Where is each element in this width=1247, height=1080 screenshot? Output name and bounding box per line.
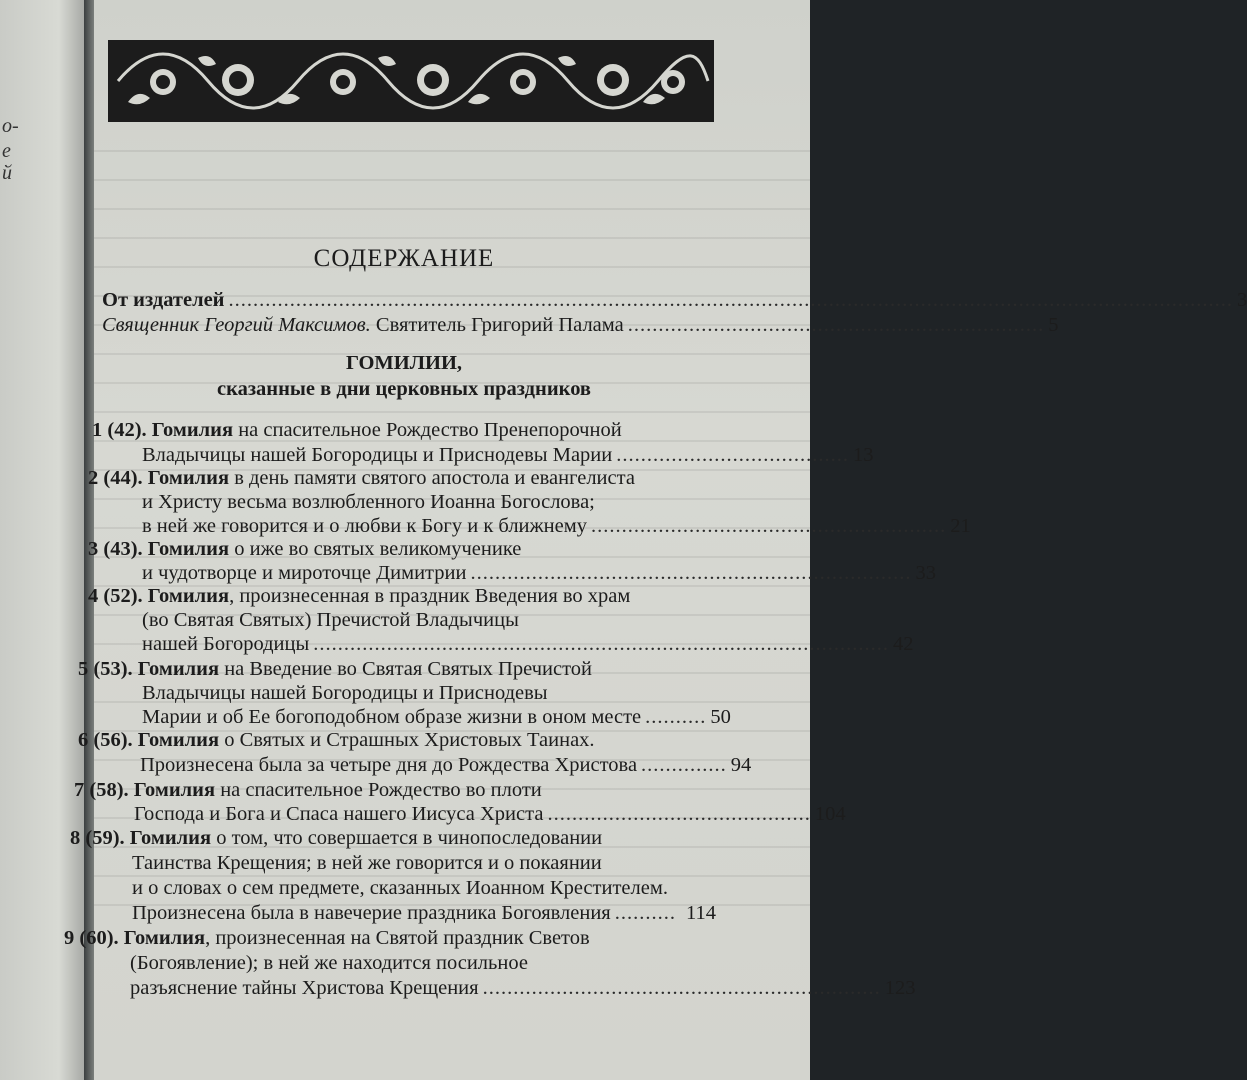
margin-fragment: й bbox=[2, 162, 12, 184]
toc-entry-first-line: 7 (58). Гомилия на спасительное Рождество во плоти bbox=[74, 779, 542, 801]
page-number: 13 bbox=[852, 444, 874, 466]
toc-entry-last-line: Господа и Бога и Спаса нашего Иисуса Христа ........................................... 104 bbox=[134, 803, 846, 825]
toc-entry-last-line: нашей Богородицы .............................................................................................. 42 bbox=[142, 633, 914, 655]
section-heading: ГОМИЛИИ, bbox=[345, 352, 463, 374]
leader-dots: ........................................................................ bbox=[470, 562, 912, 584]
toc-entry-first-line: 9 (60). Гомилия, произнесенная на Святой праздник Светов bbox=[64, 927, 590, 949]
leader-dots: .......... bbox=[645, 706, 707, 728]
toc-entry-last-line: Произнесена была в навечерие праздника Богоявления .......... 114 bbox=[132, 902, 716, 924]
toc-entry-publishers bbox=[102, 288, 1247, 312]
book-page bbox=[64, 0, 1247, 1080]
leader-dots: .............................................................................................. bbox=[313, 633, 890, 655]
toc-entry-first-line: 8 (59). Гомилия о том, что совершается в чинопоследовании bbox=[70, 827, 603, 849]
toc-entry-first-line: 4 (52). Гомилия, произнесенная в праздник Введения во храм bbox=[88, 585, 631, 607]
toc-entry-line: Владычицы нашей Богородицы и Приснодевы bbox=[142, 682, 548, 704]
leader-dots: .................................................................... bbox=[627, 314, 1045, 336]
toc-entry-label: От издателей bbox=[102, 289, 225, 311]
toc-entry-line: Таинства Крещения; в ней же говорится и о покаянии bbox=[132, 852, 602, 874]
entry-text: на спасительное Рождество Пренепорочной bbox=[238, 419, 622, 441]
leader-dots: ...................................... bbox=[616, 444, 849, 466]
toc-entry-line: (Богоявление); в ней же находится посильное bbox=[130, 952, 528, 974]
leader-dots: .......... bbox=[614, 902, 676, 924]
section-subheading: сказанные в дни церковных праздников bbox=[216, 378, 592, 400]
entry-keyword: Гомилия bbox=[151, 419, 234, 441]
leader-dots: .................................................................................................................................................................... bbox=[228, 289, 1233, 311]
toc-entry-last-line: Произнесена была за четыре дня до Рождества Христова .............. 94 bbox=[140, 754, 752, 776]
leader-dots: ................................................................. bbox=[482, 977, 881, 999]
toc-entry-last-line: в ней же говорится и о любви к Богу и к ближнему .......................................................... 21 bbox=[142, 515, 971, 537]
page-number: 3 bbox=[1237, 289, 1247, 311]
page-number: 5 bbox=[1048, 314, 1059, 336]
entry-number: 1 (42). bbox=[92, 419, 147, 441]
toc-entry-last-line: Марии и об Ее богоподобном образе жизни в оном месте .......... 50 bbox=[142, 706, 731, 728]
toc-entry-first-line: 3 (43). Гомилия о иже во святых великомученике bbox=[88, 538, 522, 560]
toc-entry-line: (во Святая Святых) Пречистой Владычицы bbox=[142, 609, 519, 631]
toc-entry-last-line: и чудотворце и мироточце Димитрии ........................................................................ 33 bbox=[142, 562, 936, 584]
leader-dots: .......................................................... bbox=[590, 515, 947, 537]
toc-entry-label: Священник Георгий Максимов. Святитель Григорий Палама bbox=[102, 314, 624, 336]
page-title: СОДЕРЖАНИЕ bbox=[313, 245, 495, 272]
leader-dots: ........................................... bbox=[547, 803, 811, 825]
toc-entry-first-line bbox=[92, 418, 622, 442]
ornamental-headpiece bbox=[108, 40, 714, 122]
toc-entry-first-line: 5 (53). Гомилия на Введение во Святая Святых Пречистой bbox=[78, 658, 592, 680]
toc-entry-line: и о словах о сем предмете, сказанных Иоанном Крестителем. bbox=[132, 877, 668, 899]
toc-entry-last-line bbox=[142, 443, 874, 467]
toc-entry-intro bbox=[102, 313, 1059, 337]
margin-fragment: о- bbox=[2, 115, 19, 137]
toc-entry-first-line: 6 (56). Гомилия о Святых и Страшных Христовых Таинах. bbox=[78, 729, 595, 751]
toc-entry-last-line: разъяснение тайны Христова Крещения ................................................................. 123 bbox=[130, 977, 916, 999]
entry-text: Владычицы нашей Богородицы и Приснодевы Марии bbox=[142, 444, 613, 466]
facing-page-edge bbox=[0, 0, 84, 1080]
toc-entry-line: и Христу весьма возлюбленного Иоанна Богослова; bbox=[142, 491, 595, 513]
leader-dots: .............. bbox=[641, 754, 727, 776]
toc-entry-first-line: 2 (44). Гомилия в день памяти святого апостола и евангелиста bbox=[88, 467, 635, 489]
margin-fragment: е bbox=[2, 140, 11, 162]
